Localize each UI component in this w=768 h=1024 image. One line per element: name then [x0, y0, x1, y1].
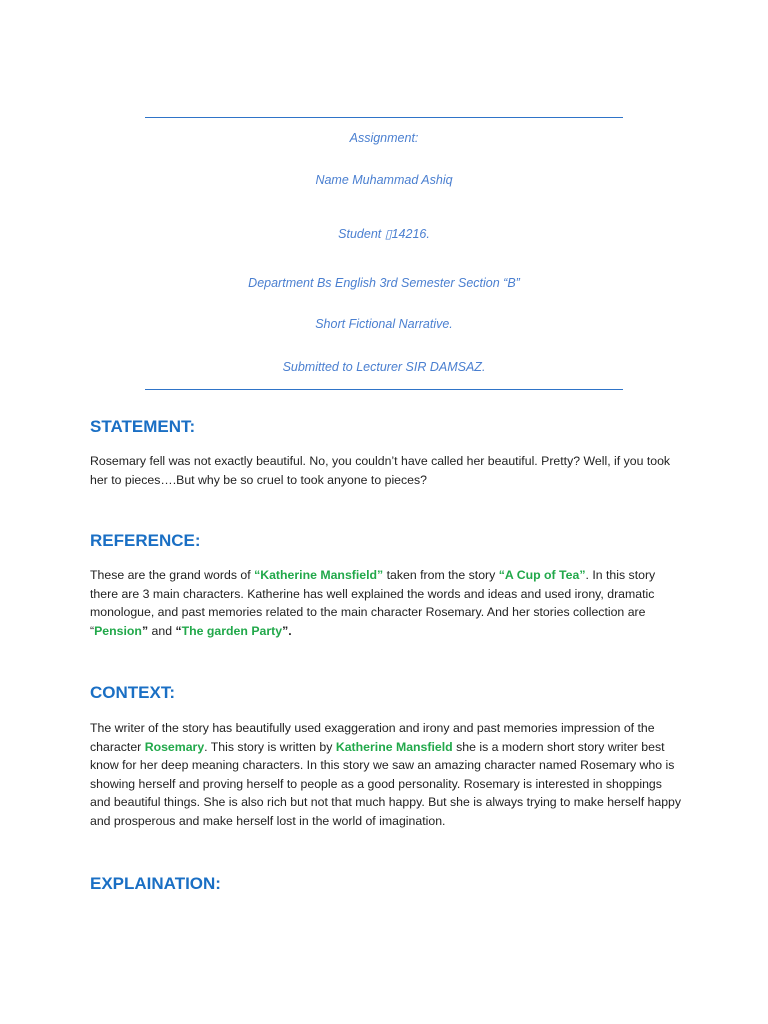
reference-heading: REFERENCE: — [90, 531, 201, 550]
reference-quote-3: “ — [175, 623, 182, 638]
reference-text-1: These are the grand words of — [90, 568, 255, 582]
context-author: Katherine Mansfield — [335, 739, 453, 754]
statement-paragraph: Rosemary fell was not exactly beautiful. No, you couldn’t have called her beautiful. Pretty? Well, if you took her to pieces….But why be so cruel to took anyone to pieces? — [90, 454, 671, 487]
cover-top-rule — [145, 117, 623, 118]
cover-submitted: Submitted to Lecturer SIR DAMSAZ. — [282, 360, 486, 374]
cover-bottom-rule — [145, 389, 623, 390]
reference-author: “Katherine Mansfield” — [254, 568, 384, 582]
reference-text-4: and — [148, 623, 176, 638]
reference-quote-2: ” — [141, 623, 149, 638]
reference-text-2: taken from the story — [383, 568, 499, 582]
reference-paragraph — [90, 566, 685, 640]
reference-garden-party: The garden Party — [181, 623, 283, 638]
reference-quote-1: “ — [90, 623, 95, 638]
cover-topic: Short Fictional Narrative. — [315, 317, 453, 331]
context-heading: CONTEXT: — [90, 683, 175, 702]
cover-department: Department Bs English 3rd Semester Section “B” — [248, 276, 520, 290]
context-paragraph — [90, 719, 685, 831]
cover-name: Name Muhammad Ashiq — [315, 173, 453, 187]
reference-pension: Pension — [94, 623, 142, 638]
context-text-2: . This story is written by — [204, 739, 336, 754]
explanation-heading: EXPLAINATION: — [90, 874, 221, 893]
statement-heading: STATEMENT: — [90, 417, 196, 436]
reference-quote-4: ”. — [282, 623, 292, 638]
reference-text-3: . In this story there are 3 main characters. Katherine has well explained the words and ideas and used irony, dramatic monologue, and past memories related to the main character Rosemary. And her stories collection are — [90, 568, 656, 620]
reference-story-title: “A Cup of Tea” — [498, 568, 586, 582]
context-rosemary: Rosemary — [144, 739, 205, 754]
cover-student: Student ▯14216. — [338, 227, 430, 241]
cover-assignment: Assignment: — [349, 131, 419, 145]
context-text-3: she is a modern short story writer best know for her deep meaning characters. In this story we saw an amazing character named Rosemary who is showing herself and proving herself to people as a good personality. Rosemary is interested in shoppings and beautiful things. She is also rich but not that much happy. But she is always trying to make herself happy and prosperous and make herself lost in the world of imagination. — [90, 739, 682, 828]
context-text-1: The writer of the story has beautifully used exaggeration and irony and past memories impression of the character — [90, 721, 655, 754]
